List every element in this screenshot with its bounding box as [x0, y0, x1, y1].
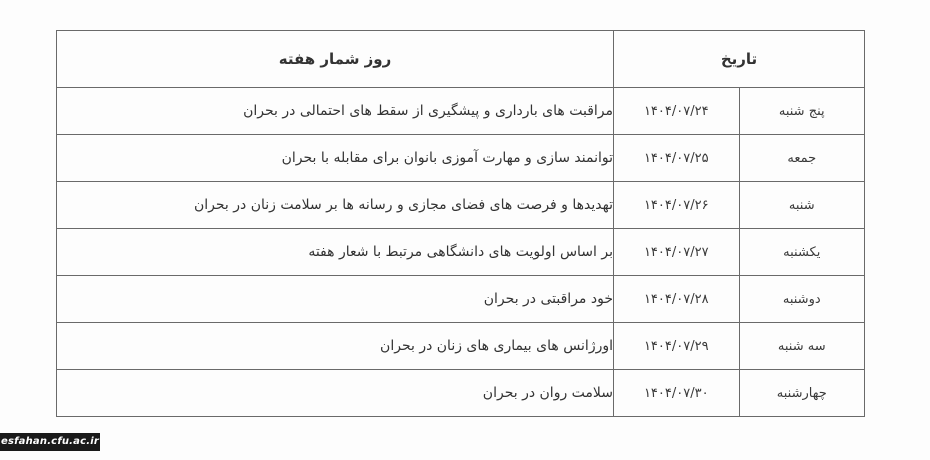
slogan-cell: توانمند سازی و مهارت آموزی بانوان برای مقابله با بحران: [57, 135, 614, 182]
date-cell: ۱۴۰۴/۰۷/۳۰: [614, 370, 740, 417]
site-watermark: esfahan.cfu.ac.ir: [0, 433, 100, 451]
date-cell: ۱۴۰۴/۰۷/۲۴: [614, 88, 740, 135]
table-row: [57, 229, 865, 276]
week-schedule-table: [56, 30, 865, 417]
slogan-cell: تهدیدها و فرصت های فضای مجازی و رسانه ها بر سلامت زنان در بحران: [57, 182, 614, 229]
slogan-cell: بر اساس اولویت های دانشگاهی مرتبط با شعار هفته: [57, 229, 614, 276]
day-cell: پنج شنبه: [739, 88, 865, 135]
slogan-cell: مراقبت های بارداری و پیشگیری از سقط های احتمالی در بحران: [57, 88, 614, 135]
day-cell: سه شنبه: [739, 323, 865, 370]
table-row: [57, 135, 865, 182]
slogan-cell: خود مراقبتی در بحران: [57, 276, 614, 323]
date-cell: ۱۴۰۴/۰۷/۲۹: [614, 323, 740, 370]
day-cell: شنبه: [739, 182, 865, 229]
date-column-header: تاریخ: [614, 31, 865, 88]
day-cell: جمعه: [739, 135, 865, 182]
day-cell: یکشنبه: [739, 229, 865, 276]
table-row: [57, 370, 865, 417]
table-row: [57, 88, 865, 135]
slogan-cell: سلامت روان در بحران: [57, 370, 614, 417]
table-row: [57, 182, 865, 229]
date-cell: ۱۴۰۴/۰۷/۲۷: [614, 229, 740, 276]
date-cell: ۱۴۰۴/۰۷/۲۸: [614, 276, 740, 323]
slogan-cell: اورژانس های بیماری های زنان در بحران: [57, 323, 614, 370]
table-row: [57, 323, 865, 370]
day-cell: چهارشنبه: [739, 370, 865, 417]
table-header-row: [57, 31, 865, 88]
slogan-column-header: روز شمار هفته: [57, 31, 614, 88]
day-cell: دوشنبه: [739, 276, 865, 323]
date-cell: ۱۴۰۴/۰۷/۲۵: [614, 135, 740, 182]
date-cell: ۱۴۰۴/۰۷/۲۶: [614, 182, 740, 229]
table-row: [57, 276, 865, 323]
